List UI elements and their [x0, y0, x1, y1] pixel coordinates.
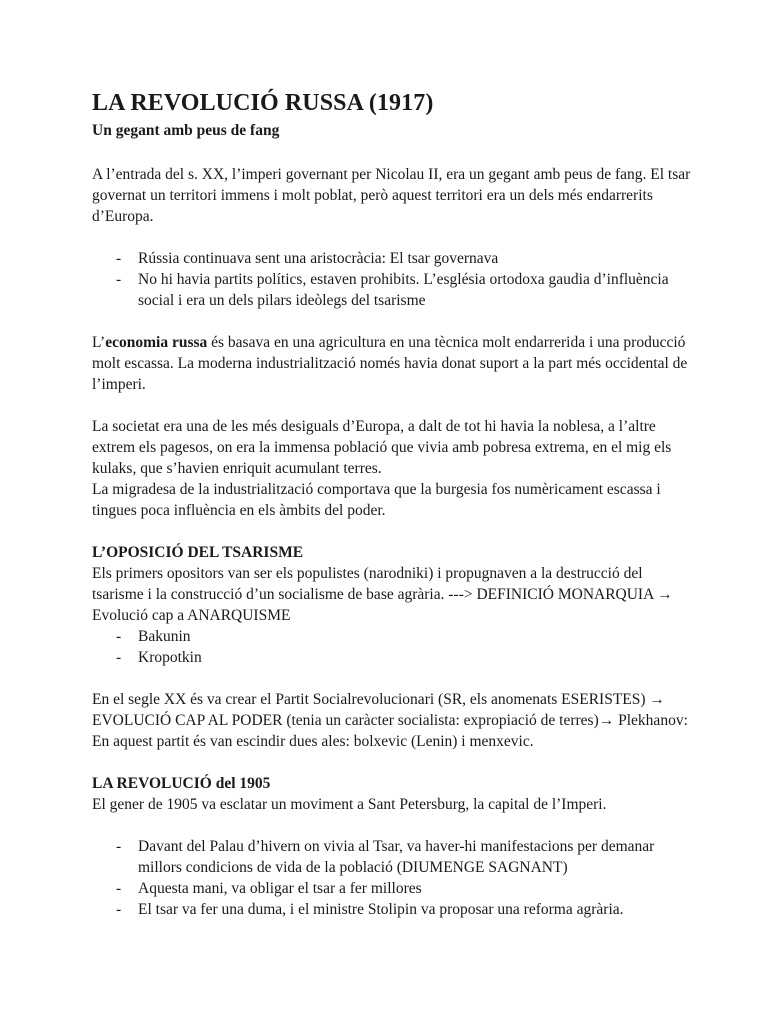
document-page — [92, 86, 692, 941]
revolution-1905-list — [92, 836, 692, 920]
document-title: LA REVOLUCIÓ RUSSA (1917) — [92, 90, 434, 116]
aristocracy-list — [92, 248, 692, 311]
society-paragraph: La societat era una de les més desiguals d’Europa, a dalt de tot hi havia la noblesa, a l’altre extrem els pagesos, on era la immensa població que vivia amb pobresa extrema, en el mig els kulaks, que s’havien enriquit acumulant terres. — [92, 418, 672, 477]
list-item: - El tsar va fer una duma, i el ministre Stolipin va proposar una reforma agrària. — [138, 899, 692, 920]
economy-paragraph — [92, 332, 692, 395]
list-item: - No hi havia partits polítics, estaven prohibits. L’església ortodoxa gaudia d’influència social i era un dels pilars ideòlegs del tsarisme — [138, 269, 692, 311]
anarchism-list — [92, 626, 692, 668]
document-subtitle: Un gegant amb peus de fang — [92, 122, 280, 139]
opposition-heading: L’OPOSICIÓ DEL TSARISME — [92, 544, 304, 561]
economy-bold-term: economia russa — [105, 334, 208, 351]
opposition-paragraph: Els primers opositors van ser els populistes (narodniki) i propugnaven a la destrucció del tsarisme i la construcció d’un socialisme de base agrària. ---> DEFINICIÓ MONARQUIA → Evolució cap a ANARQUISME — [92, 565, 673, 624]
list-item: - Rússia continuava sent una aristocràcia: El tsar governava — [138, 248, 692, 269]
revolution-1905-paragraph: El gener de 1905 va esclatar un moviment a Sant Petersburg, la capital de l’Imperi. — [92, 796, 607, 813]
list-item: - Bakunin — [138, 626, 692, 647]
sr-party-paragraph: En el segle XX és va crear el Partit Socialrevolucionari (SR, els anomenats ESERISTES) → EVOLUCIÓ CAP AL PODER (tenia un caràcter socialista: expropiació de terres)→ Plekhanov: En aquest partit és van escindir dues ales: bolxevic (Lenin) i menxevic. — [92, 691, 688, 750]
economy-prefix: L’ — [92, 334, 106, 351]
list-item: - Aquesta mani, va obligar el tsar a fer millores — [138, 878, 692, 899]
revolution-1905-heading: LA REVOLUCIÓ del 1905 — [92, 775, 271, 792]
economy-text: és basava en una agricultura en una tècnica molt endarrerida i una producció molt escassa. La moderna industrialització només havia donat suport a la part més occidental de l’imperi. — [92, 334, 688, 393]
list-item: - Davant del Palau d’hivern on vivia al Tsar, va haver-hi manifestacions per demanar millors condicions de vida de la població (DIUMENGE SAGNANT) — [138, 836, 692, 878]
intro-paragraph: A l’entrada del s. XX, l’imperi governant per Nicolau II, era un gegant amb peus de fang. El tsar governat un territori immens i molt poblat, però aquest territori era un dels més endarrerits d’Europa. — [92, 166, 691, 225]
industrialization-paragraph: La migradesa de la industrialització comportava que la burgesia fos numèricament escassa i tingues poca influència en els àmbits del poder. — [92, 481, 661, 519]
list-item: - Kropotkin — [138, 647, 692, 668]
